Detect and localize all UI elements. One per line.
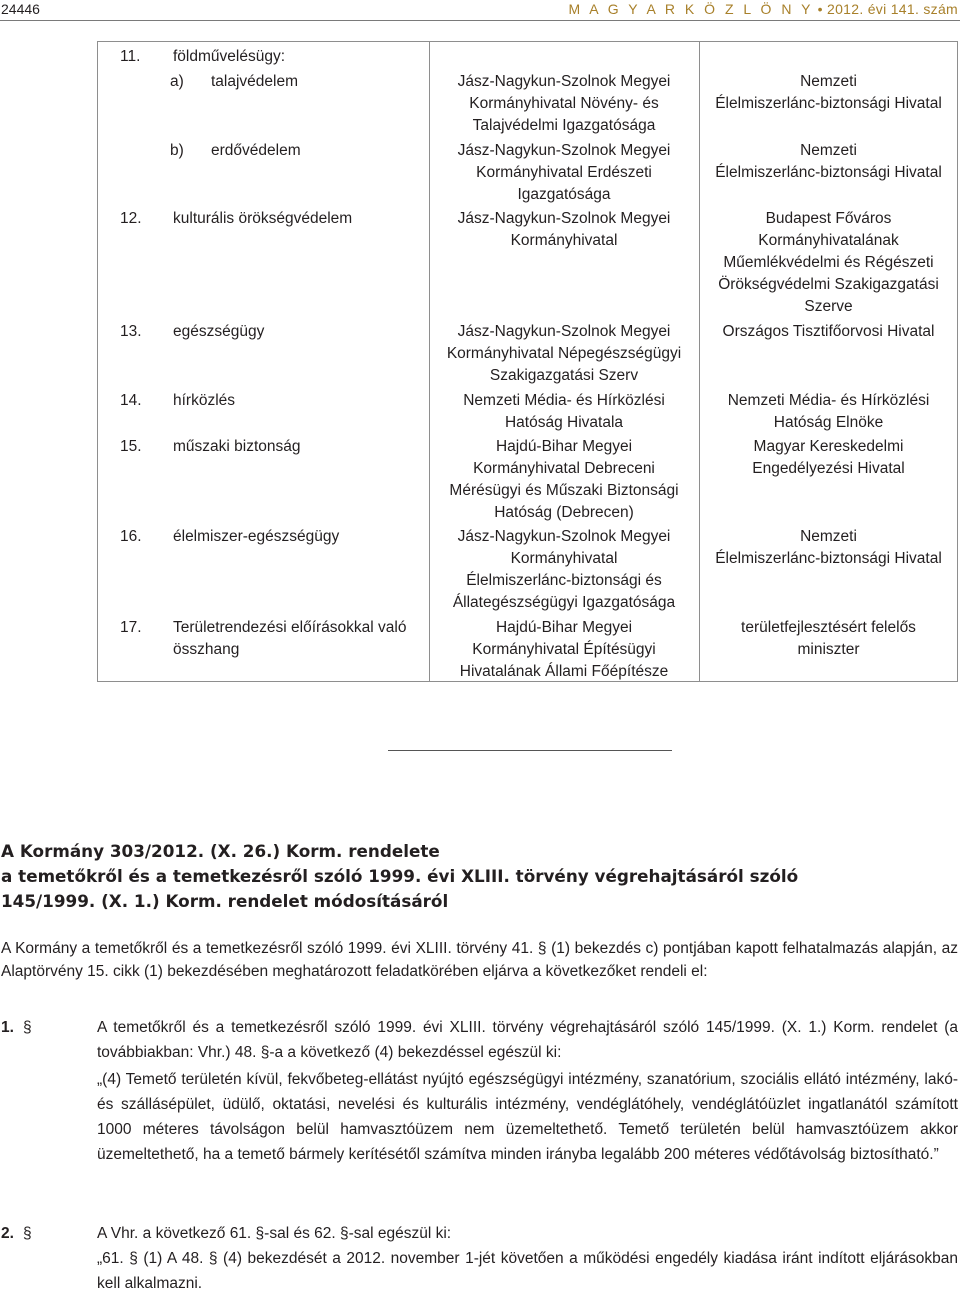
- row-number: 11.: [120, 48, 141, 65]
- row-number: 16.: [120, 528, 142, 545]
- row-subject: talajvédelem: [211, 73, 299, 90]
- row-subject: műszaki biztonság: [173, 438, 301, 455]
- first-instance-authority: Jász-Nagykun-Szolnok Megyei Kormányhivatal Élelmiszerlánc-biztonsági és Állategészségügyi Igazgatósága: [452, 528, 676, 611]
- row-subject: erdővédelem: [211, 142, 301, 159]
- first-instance-authority: Hajdú-Bihar Megyei Kormányhivatal Debreceni Mérésügyi és Műszaki Biztonsági Hatóság (Debrecen): [449, 438, 679, 521]
- row-number: 13.: [120, 323, 142, 340]
- row-subject: élelmiszer-egészségügy: [173, 528, 340, 545]
- page-header: [0, 0, 960, 21]
- gazette-name: M A G Y A R K Ö Z L Ö N Y: [568, 1, 814, 17]
- page-number: 24446: [1, 1, 40, 17]
- issue-info: • 2012. évi 141. szám: [817, 1, 958, 17]
- section-number: 2.: [1, 1225, 14, 1242]
- row-sub-letter: b): [170, 142, 184, 159]
- first-instance-authority: Jász-Nagykun-Szolnok Megyei Kormányhivatal Népegészségügyi Szakigazgatási Szerv: [446, 323, 682, 384]
- row-number: 15.: [120, 438, 142, 455]
- second-instance-authority: területfejlesztésért felelős miniszter: [741, 619, 916, 658]
- first-instance-authority: Jász-Nagykun-Szolnok Megyei Kormányhivatal Erdészeti Igazgatósága: [457, 142, 671, 203]
- second-instance-authority: Nemzeti Élelmiszerlánc-biztonsági Hivatal: [715, 73, 942, 112]
- first-instance-authority: Hajdú-Bihar Megyei Kormányhivatal Építésügyi Hivatalának Állami Főépítésze: [459, 619, 669, 680]
- row-subject: hírközlés: [173, 392, 236, 409]
- row-sub-letter: a): [170, 73, 184, 90]
- second-instance-authority: Országos Tisztifőorvosi Hivatal: [722, 323, 935, 340]
- row-subject: földművelésügy:: [173, 48, 286, 65]
- row-subject: kulturális örökségvédelem: [173, 210, 353, 227]
- first-instance-authority: Nemzeti Média- és Hírközlési Hatóság Hivatala: [463, 392, 665, 431]
- row-subject: egészségügy: [173, 323, 265, 340]
- first-instance-authority: Jász-Nagykun-Szolnok Megyei Kormányhivatal: [457, 210, 671, 249]
- section-sign: §: [23, 1019, 32, 1036]
- authority-table: [97, 41, 958, 682]
- section-sign: §: [23, 1225, 32, 1242]
- second-instance-authority: Budapest Főváros Kormányhivatalának Műemlékvédelmi és Régészeti Örökségvédelmi Szakigazgatási Szerve: [718, 210, 939, 315]
- section-quote: „(4) Temető területén kívül, fekvőbeteg-ellátást nyújtó egészségügyi intézmény, szanatórium, szociális ellátó intézmény, lakó- és szállásépület, üdülő, oktatási, nevelési és kulturális intézmény, vendéglátóhely, vendéglátóüzlet ingatlanától számított 1000 méteres távolságon belül hamvasztóüzem nem üzemeltethető. Temető területén belül hamvasztóüzem akkor üzemeltethető, ha a temető bármely kerítésétől számítva minden irányba legalább 200 méteres védőtávolság biztosítható.”: [97, 1071, 958, 1163]
- row-number: 14.: [120, 392, 142, 409]
- first-instance-authority: Jász-Nagykun-Szolnok Megyei Kormányhivatal Növény- és Talajvédelmi Igazgatósága: [457, 73, 671, 134]
- second-instance-authority: Nemzeti Média- és Hírközlési Hatóság Elnöke: [727, 392, 930, 431]
- second-instance-authority: Magyar Kereskedelmi Engedélyezési Hivatal: [752, 438, 905, 477]
- second-instance-authority: Nemzeti Élelmiszerlánc-biztonsági Hivatal: [715, 142, 942, 181]
- section-quote: „61. § (1) A 48. § (4) bekezdését a 2012. november 1-jét követően a működési engedély kiadása iránt indított eljárásokban kell alkalmazni.: [97, 1250, 958, 1292]
- section-text: A Vhr. a következő 61. §-sal és 62. §-sal egészül ki:: [97, 1225, 452, 1242]
- row-subject: Területrendezési előírásokkal való összhang: [173, 619, 407, 658]
- decree-preamble: A Kormány a temetőkről és a temetkezésről szóló 1999. évi XLIII. törvény 41. § (1) bekezdés c) pontjában kapott felhatalmazás alapján, az Alaptörvény 15. cikk (1) bekezdésében meghatározott feladatkörében eljárva a következőket rendeli el:: [1, 940, 958, 980]
- publication-title: [569, 1, 958, 17]
- table-column-divider: [699, 42, 700, 681]
- decree-title: A Kormány 303/2012. (X. 26.) Korm. rendelete a temetőkről és a temetkezésről szóló 1999. évi XLIII. törvény végrehajtásáról szóló 145/1999. (X. 1.) Korm. rendelet módosításáról: [1, 841, 799, 911]
- row-number: 12.: [120, 210, 142, 227]
- row-number: 17.: [120, 619, 142, 636]
- section-text: A temetőkről és a temetkezésről szóló 1999. évi XLIII. törvény végrehajtásáról szóló 145/1999. (X. 1.) Korm. rendelet (a továbbiakban: Vhr.) 48. §-a a következő (4) bekezdéssel egészül ki:: [97, 1019, 958, 1061]
- section-number: 1.: [1, 1019, 14, 1036]
- second-instance-authority: Nemzeti Élelmiszerlánc-biztonsági Hivatal: [715, 528, 942, 567]
- section-divider: [388, 750, 672, 751]
